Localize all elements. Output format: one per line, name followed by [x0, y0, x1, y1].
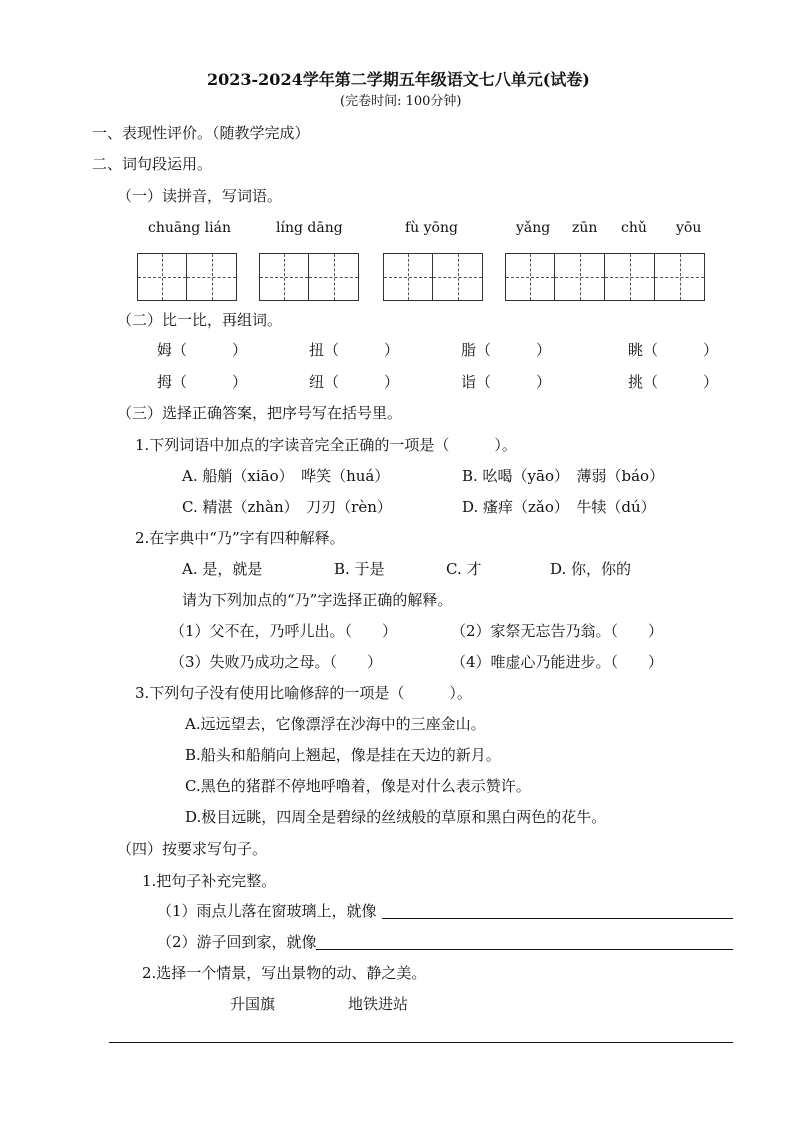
- question-4-1: 1.把句子补充完整。: [142, 872, 277, 890]
- definition-d: D. 你，你的: [550, 560, 632, 578]
- pinyin-4: yǎng: [516, 220, 551, 236]
- sub-question: （4）唯虚心乃能进步。（ ）: [451, 653, 664, 671]
- writing-grid-4: [505, 253, 705, 301]
- question-3: 3.下列句子没有使用比喻修辞的一项是（ ）。: [135, 684, 472, 702]
- pinyin-2: líng dāng: [276, 220, 343, 236]
- writing-cell[interactable]: [555, 253, 605, 301]
- scene-option-1: 升国旗: [230, 995, 276, 1013]
- sub-question: （3）失败乃成功之母。（ ）: [170, 653, 383, 671]
- option-c: C. 精湛（zhàn） 刀刃（rèn）: [182, 498, 392, 516]
- option-d: D.极目远眺，四周全是碧绿的丝绒般的草原和黑白两色的花牛。: [185, 808, 607, 826]
- exam-duration: (完卷时间: 100分钟): [340, 94, 462, 109]
- writing-grid-2: [259, 253, 359, 301]
- sub-question: （1）父不在，乃呼儿出。（ ）: [170, 622, 398, 640]
- section-1-heading: （一）读拼音，写词语。: [117, 187, 283, 205]
- writing-cell[interactable]: [259, 253, 309, 301]
- compare-item: 挑（ ）: [628, 373, 719, 391]
- definition-b: B. 于是: [334, 560, 385, 578]
- definition-c: C. 才: [446, 560, 482, 578]
- pinyin-1: chuāng lián: [148, 220, 231, 236]
- question-2-prompt: 请为下列加点的“乃”字选择正确的解释。: [182, 591, 453, 609]
- sub-question: （2）家祭无忘告乃翁。（ ）: [451, 622, 664, 640]
- writing-cell[interactable]: [655, 253, 705, 301]
- writing-cell[interactable]: [383, 253, 433, 301]
- compare-item: 纽（ ）: [309, 373, 400, 391]
- writing-cell[interactable]: [309, 253, 359, 301]
- pinyin-3: fù yōng: [405, 220, 458, 236]
- answer-line-2[interactable]: [316, 949, 733, 950]
- part-one-heading: 一、表现性评价。（随教学完成）: [92, 124, 310, 142]
- pinyin-7: yōu: [676, 220, 702, 236]
- compare-item: 眺（ ）: [628, 341, 719, 359]
- page-title: 2023-2024学年第二学期五年级语文七八单元(试卷): [207, 70, 590, 89]
- writing-cell[interactable]: [137, 253, 187, 301]
- sentence-prompt-1: （1）雨点儿落在窗玻璃上，就像: [157, 902, 377, 920]
- section-3-heading: （三）选择正确答案，把序号写在括号里。: [117, 404, 403, 422]
- definition-a: A. 是，就是: [182, 560, 263, 578]
- option-a: A.远远望去，它像漂浮在沙海中的三座金山。: [185, 715, 486, 733]
- pinyin-6: chǔ: [621, 220, 647, 236]
- option-b: B.船头和船艄向上翘起，像是挂在天边的新月。: [185, 746, 501, 764]
- question-2: 2.在字典中“乃”字有四种解释。: [135, 529, 345, 547]
- sentence-prompt-2: （2）游子回到家，就像: [157, 933, 317, 951]
- writing-cell[interactable]: [505, 253, 555, 301]
- writing-cell[interactable]: [605, 253, 655, 301]
- question-4-2: 2.选择一个情景，写出景物的动、静之美。: [142, 964, 427, 982]
- compare-item: 诣（ ）: [461, 373, 552, 391]
- question-1: 1.下列词语中加点的字读音完全正确的一项是（ ）。: [135, 436, 517, 454]
- pinyin-5: zūn: [572, 220, 598, 236]
- option-a: A. 船艄（xiāo） 哗笑（huá）: [182, 467, 390, 485]
- answer-line-3[interactable]: [109, 1042, 733, 1043]
- part-two-heading: 二、词句段运用。: [92, 155, 213, 173]
- option-c: C.黑色的猪群不停地呼噜着，像是对什么表示赞许。: [185, 777, 531, 795]
- compare-item: 姆（ ）: [157, 341, 248, 359]
- compare-item: 脂（ ）: [461, 341, 552, 359]
- compare-item: 拇（ ）: [157, 373, 248, 391]
- section-4-heading: （四）按要求写句子。: [117, 840, 268, 858]
- writing-cell[interactable]: [187, 253, 237, 301]
- option-d: D. 瘙痒（zǎo） 牛犊（dú）: [462, 498, 656, 516]
- compare-item: 扭（ ）: [309, 341, 400, 359]
- writing-cell[interactable]: [433, 253, 483, 301]
- scene-option-2: 地铁进站: [348, 995, 409, 1013]
- answer-line-1[interactable]: [382, 918, 733, 919]
- writing-grid-3: [383, 253, 483, 301]
- writing-grid-1: [137, 253, 237, 301]
- section-2-heading: （二）比一比，再组词。: [117, 311, 283, 329]
- option-b: B. 吆喝（yāo） 薄弱（báo）: [462, 467, 665, 485]
